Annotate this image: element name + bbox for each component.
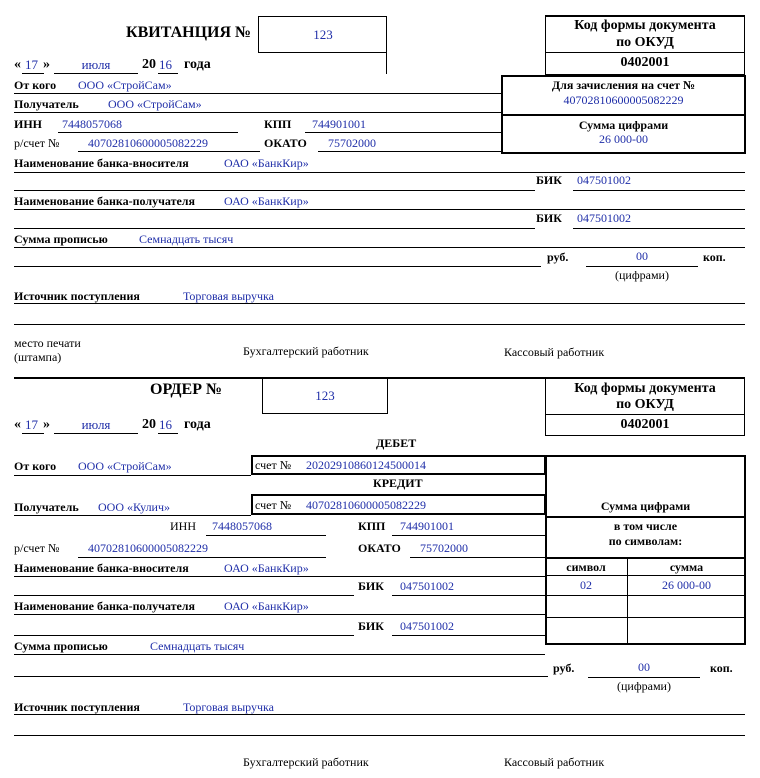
order-sum-value: 26 000-00 bbox=[662, 578, 711, 592]
receipt-kop-line bbox=[586, 266, 698, 267]
receipt-year-prefix: 20 bbox=[142, 57, 156, 72]
receipt-bik-value-1: 047501002 bbox=[577, 173, 631, 187]
receipt-from-line bbox=[14, 93, 501, 94]
receipt-okato-line bbox=[318, 151, 501, 152]
receipt-stamp-label-2: (штампа) bbox=[14, 350, 62, 364]
receipt-year-word: года bbox=[184, 57, 211, 72]
order-year-prefix: 20 bbox=[142, 417, 156, 432]
receipt-amount-words-label: Сумма прописью bbox=[14, 232, 108, 246]
order-from-value: ООО «СтройСам» bbox=[78, 459, 172, 473]
receipt-source-value: Торговая выручка bbox=[183, 289, 274, 303]
order-bik-1-left-line bbox=[14, 595, 354, 596]
receipt-cashier-label: Кассовый работник bbox=[504, 345, 605, 359]
receipt-amount-digits-value: 26 000-00 bbox=[599, 132, 648, 146]
order-credit-account-value: 40702810600005082229 bbox=[306, 498, 426, 512]
receipt-okud-code: 0402001 bbox=[620, 55, 670, 70]
receipt-title: КВИТАНЦИЯ № bbox=[126, 24, 252, 41]
order-rub-label: руб. bbox=[553, 661, 575, 675]
order-depositor-bank-label: Наименование банка-вносителя bbox=[14, 561, 189, 575]
order-okud-label-2: по ОКУД bbox=[616, 397, 674, 412]
order-depositor-bank-line bbox=[14, 576, 545, 577]
order-date-day: 17 bbox=[25, 417, 38, 432]
order-year-word: года bbox=[184, 417, 211, 432]
order-extra-line bbox=[14, 735, 745, 736]
order-okud-code: 0402001 bbox=[620, 417, 670, 432]
receipt-inn-value: 7448057068 bbox=[62, 117, 122, 131]
order-inn-value: 7448057068 bbox=[212, 519, 272, 533]
receipt-accountant-label: Бухгалтерский работник bbox=[243, 344, 369, 358]
order-credit-account-label: счет № bbox=[255, 498, 292, 512]
order-accountant-label: Бухгалтерский работник bbox=[243, 755, 369, 769]
order-debit-label: ДЕБЕТ bbox=[376, 436, 417, 450]
order-amount-words-value: Семнадцать тысяч bbox=[150, 639, 245, 653]
order-title: ОРДЕР № bbox=[150, 381, 223, 398]
receipt-stamp-label-1: место печати bbox=[14, 336, 81, 350]
order-inn-label: ИНН bbox=[170, 519, 196, 533]
receipt-from-value: ООО «СтройСам» bbox=[78, 78, 172, 92]
order-bik-label-1: БИК bbox=[358, 579, 384, 593]
receipt-account-value: 40702810600005082229 bbox=[88, 136, 208, 150]
receipt-amount-words-line bbox=[14, 247, 745, 248]
order-number: 123 bbox=[315, 388, 335, 403]
order-kop-value: 00 bbox=[638, 660, 650, 674]
order-digits-note: (цифрами) bbox=[617, 679, 671, 693]
order-source-label: Источник поступления bbox=[14, 700, 140, 714]
order-bik-label-2: БИК bbox=[358, 619, 384, 633]
order-incl-label-2: по символам: bbox=[608, 534, 683, 548]
order-symbol-value: 02 bbox=[580, 578, 592, 592]
receipt-bik-label-2: БИК bbox=[536, 211, 562, 225]
order-recipient-label: Получатель bbox=[14, 500, 79, 514]
receipt-depositor-bank-line bbox=[14, 172, 745, 173]
order-account-value: 40702810600005082229 bbox=[88, 541, 208, 555]
order-amount-digits-label: Сумма цифрами bbox=[600, 499, 691, 513]
order-sum-divider-1 bbox=[545, 516, 746, 518]
order-bik-2-left-line bbox=[14, 635, 354, 636]
order-inn-line bbox=[206, 535, 326, 536]
order-debit-account-value: 20202910860124500014 bbox=[306, 458, 426, 472]
receipt-okato-value: 75702000 bbox=[328, 136, 376, 150]
receipt-amount-digits-label: Сумма цифрами bbox=[578, 118, 669, 132]
order-date-month-line bbox=[54, 433, 138, 434]
receipt-account-sum-divider bbox=[501, 114, 746, 116]
receipt-date-month-line bbox=[54, 73, 138, 74]
receipt-kpp-line bbox=[305, 132, 501, 133]
receipt-depositor-bank-value: ОАО «БанкКир» bbox=[224, 156, 309, 170]
receipt-depositor-bank-label: Наименование банка-вносителя bbox=[14, 156, 189, 170]
receipt-inn-line bbox=[58, 132, 238, 133]
order-debit-account-label: счет № bbox=[255, 458, 292, 472]
order-kop-label: коп. bbox=[710, 661, 733, 675]
receipt-recipient-value: ООО «СтройСам» bbox=[108, 97, 202, 111]
receipt-year-suffix: 16 bbox=[159, 57, 172, 72]
receipt-extra-line bbox=[14, 324, 745, 325]
order-date-month: июля bbox=[81, 417, 111, 432]
receipt-source-line bbox=[14, 303, 745, 304]
order-bik-2-line bbox=[392, 635, 545, 636]
receipt-kpp-label: КПП bbox=[264, 117, 292, 131]
order-bik-value-2: 047501002 bbox=[400, 619, 454, 633]
order-from-label: От кого bbox=[14, 459, 57, 473]
receipt-bik-1-left-line bbox=[14, 190, 535, 191]
receipt-number: 123 bbox=[313, 27, 333, 42]
order-cashier-label: Кассовый работник bbox=[504, 755, 605, 769]
receipt-number-box-bottom bbox=[258, 52, 387, 53]
order-date-day-line bbox=[22, 433, 44, 434]
receipt-recipient-line bbox=[14, 112, 501, 113]
receipt-rub-label: руб. bbox=[547, 250, 569, 264]
order-kpp-line bbox=[392, 535, 545, 536]
receipt-kop-label: коп. bbox=[703, 250, 726, 264]
order-from-line bbox=[14, 475, 251, 476]
receipt-date-month: июля bbox=[81, 57, 111, 72]
receipt-source-label: Источник поступления bbox=[14, 289, 140, 303]
order-bik-1-line bbox=[392, 595, 545, 596]
order-date-quote-close: » bbox=[43, 417, 50, 432]
receipt-recipient-bank-value: ОАО «БанкКир» bbox=[224, 194, 309, 208]
order-sum-row-line-1 bbox=[545, 575, 746, 576]
receipt-okud-divider bbox=[545, 52, 745, 53]
order-amount-words-label: Сумма прописью bbox=[14, 639, 108, 653]
receipt-okud-label-2: по ОКУД bbox=[616, 35, 674, 50]
order-credit-label: КРЕДИТ bbox=[373, 476, 423, 490]
receipt-number-box-top bbox=[258, 16, 387, 17]
order-kop-line bbox=[588, 677, 700, 678]
receipt-recipient-bank-line bbox=[14, 209, 745, 210]
order-year-line bbox=[158, 433, 178, 434]
order-okato-value: 75702000 bbox=[420, 541, 468, 555]
order-okato-line bbox=[410, 557, 545, 558]
receipt-from-label: От кого bbox=[14, 78, 57, 92]
receipt-date-quote-open: « bbox=[14, 57, 21, 72]
receipt-bik-2-left-line bbox=[14, 228, 535, 229]
receipt-number-box-right bbox=[386, 16, 387, 74]
order-kpp-label: КПП bbox=[358, 519, 386, 533]
order-recipient-bank-value: ОАО «БанкКир» bbox=[224, 599, 309, 613]
receipt-bik-2-line bbox=[573, 228, 745, 229]
receipt-kpp-value: 744901001 bbox=[312, 117, 366, 131]
receipt-inn-label: ИНН bbox=[14, 117, 43, 131]
receipt-kop-value: 00 bbox=[636, 249, 648, 263]
receipt-credit-account-label: Для зачисления на счет № bbox=[551, 78, 696, 92]
order-sum-divider-2 bbox=[545, 557, 746, 559]
receipt-year-line bbox=[158, 73, 178, 74]
receipt-amount-words-value: Семнадцать тысяч bbox=[139, 232, 234, 246]
order-source-line bbox=[14, 714, 745, 715]
order-year-suffix: 16 bbox=[159, 417, 172, 432]
receipt-number-box-left bbox=[258, 16, 259, 53]
receipt-digits-note: (цифрами) bbox=[615, 268, 669, 282]
order-recipient-line bbox=[14, 515, 251, 516]
order-rub-left-line bbox=[14, 676, 548, 677]
order-sum-row-line-2 bbox=[545, 595, 746, 596]
order-account-label: р/счет № bbox=[14, 541, 60, 555]
receipt-rub-left-line bbox=[14, 266, 541, 267]
order-kpp-value: 744901001 bbox=[400, 519, 454, 533]
order-okud-label-1: Код формы документа bbox=[574, 381, 716, 396]
order-okato-label: ОКАТО bbox=[358, 541, 401, 555]
order-recipient-value: ООО «Кулич» bbox=[98, 500, 171, 514]
receipt-date-day: 17 bbox=[25, 57, 38, 72]
receipt-account-line bbox=[78, 151, 260, 152]
receipt-okud-label-1: Код формы документа bbox=[574, 18, 716, 33]
receipt-account-label: р/счет № bbox=[14, 136, 60, 150]
order-sum-row-line-3 bbox=[545, 617, 746, 618]
receipt-date-quote-close: » bbox=[43, 57, 50, 72]
order-okud-divider bbox=[545, 414, 745, 415]
order-recipient-bank-line bbox=[14, 614, 545, 615]
order-bik-value-1: 047501002 bbox=[400, 579, 454, 593]
receipt-bik-value-2: 047501002 bbox=[577, 211, 631, 225]
receipt-okato-label: ОКАТО bbox=[264, 136, 307, 150]
receipt-credit-account-value: 40702810600005082229 bbox=[563, 93, 684, 107]
order-amount-words-line bbox=[14, 654, 545, 655]
order-symbol-col-label: символ bbox=[566, 560, 606, 574]
order-source-value: Торговая выручка bbox=[183, 700, 274, 714]
receipt-date-day-line bbox=[22, 73, 44, 74]
order-incl-label-1: в том числе bbox=[613, 519, 678, 533]
order-depositor-bank-value: ОАО «БанкКир» bbox=[224, 561, 309, 575]
receipt-recipient-bank-label: Наименование банка-получателя bbox=[14, 194, 196, 208]
order-date-quote-open: « bbox=[14, 417, 21, 432]
order-sum-col-label: сумма bbox=[669, 560, 704, 574]
order-account-line bbox=[78, 557, 326, 558]
receipt-recipient-label: Получатель bbox=[14, 97, 79, 111]
receipt-bik-1-line bbox=[573, 190, 745, 191]
receipt-bik-label-1: БИК bbox=[536, 173, 562, 187]
order-recipient-bank-label: Наименование банка-получателя bbox=[14, 599, 196, 613]
